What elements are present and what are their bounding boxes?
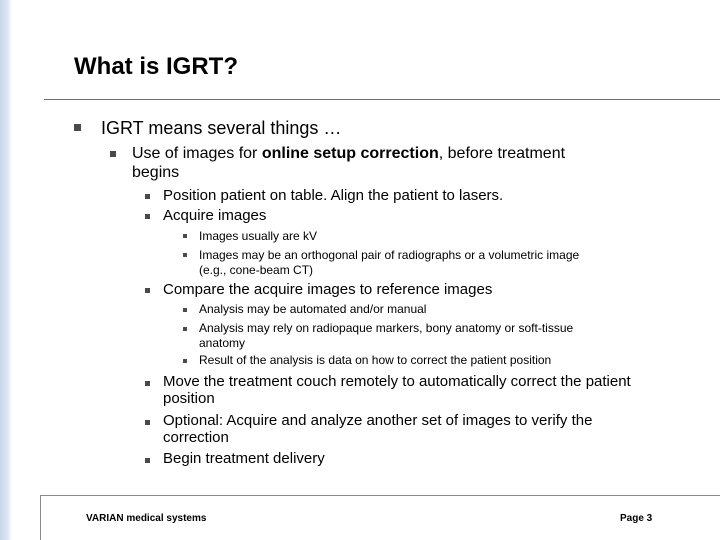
bullet-square-icon <box>145 194 150 199</box>
bullet-level4-text: Images usually are kV <box>199 229 318 243</box>
footer-left-divider <box>40 495 41 540</box>
footer-company-logo: VARIAN medical systems <box>86 513 207 524</box>
bullet-square-icon <box>145 420 150 425</box>
bullet-level3-text-cont: correction <box>163 429 229 446</box>
slide-title: What is IGRT? <box>74 53 238 80</box>
text-segment: Use of images for <box>132 145 262 162</box>
bullet-level2-text <box>132 145 565 163</box>
bullet-square-icon <box>74 124 81 131</box>
bullet-level4-text: Analysis may be automated and/or manual <box>199 302 427 316</box>
bullet-level2-text-cont: begins <box>132 164 180 181</box>
bullet-square-icon <box>145 214 150 219</box>
bullet-level4-text-cont: (e.g., cone-beam CT) <box>199 263 314 277</box>
footer-divider <box>40 495 720 496</box>
text-emphasis: online setup correction <box>261 145 439 162</box>
bullet-level4-text-cont: anatomy <box>199 336 246 350</box>
bullet-square-icon <box>183 359 187 363</box>
bullet-square-icon <box>183 253 187 257</box>
text-segment: , before treatment <box>438 145 566 162</box>
bullet-level3-text: Optional: Acquire and analyze another set of images to verify the <box>163 412 593 429</box>
bullet-level4-text: Analysis may rely on radiopaque markers, bony anatomy or soft-tissue <box>199 321 574 335</box>
bullet-level3-text: Begin treatment delivery <box>163 450 325 467</box>
bullet-square-icon <box>183 327 187 331</box>
bullet-square-icon <box>183 308 187 312</box>
left-accent-bar <box>0 0 12 540</box>
bullet-level4-text: Result of the analysis is data on how to correct the patient position <box>199 353 552 367</box>
page-number: Page 3 <box>620 513 653 524</box>
bullet-square-icon <box>110 151 116 157</box>
bullet-square-icon <box>145 288 150 293</box>
bullet-square-icon <box>145 458 150 463</box>
bullet-level3-text-cont: position <box>163 390 215 407</box>
bullet-level3-text: Acquire images <box>163 207 267 224</box>
bullet-level1-text: IGRT means several things … <box>101 118 342 138</box>
title-divider <box>44 99 720 100</box>
bullet-level3-text: Position patient on table. Align the patient to lasers. <box>163 187 504 204</box>
bullet-level3-text: Compare the acquire images to reference images <box>163 281 493 298</box>
bullet-square-icon <box>145 381 150 386</box>
bullet-level3-text: Move the treatment couch remotely to automatically correct the patient <box>163 373 631 390</box>
bullet-square-icon <box>183 234 187 238</box>
bullet-level4-text: Images may be an orthogonal pair of radiographs or a volumetric image <box>199 248 580 262</box>
